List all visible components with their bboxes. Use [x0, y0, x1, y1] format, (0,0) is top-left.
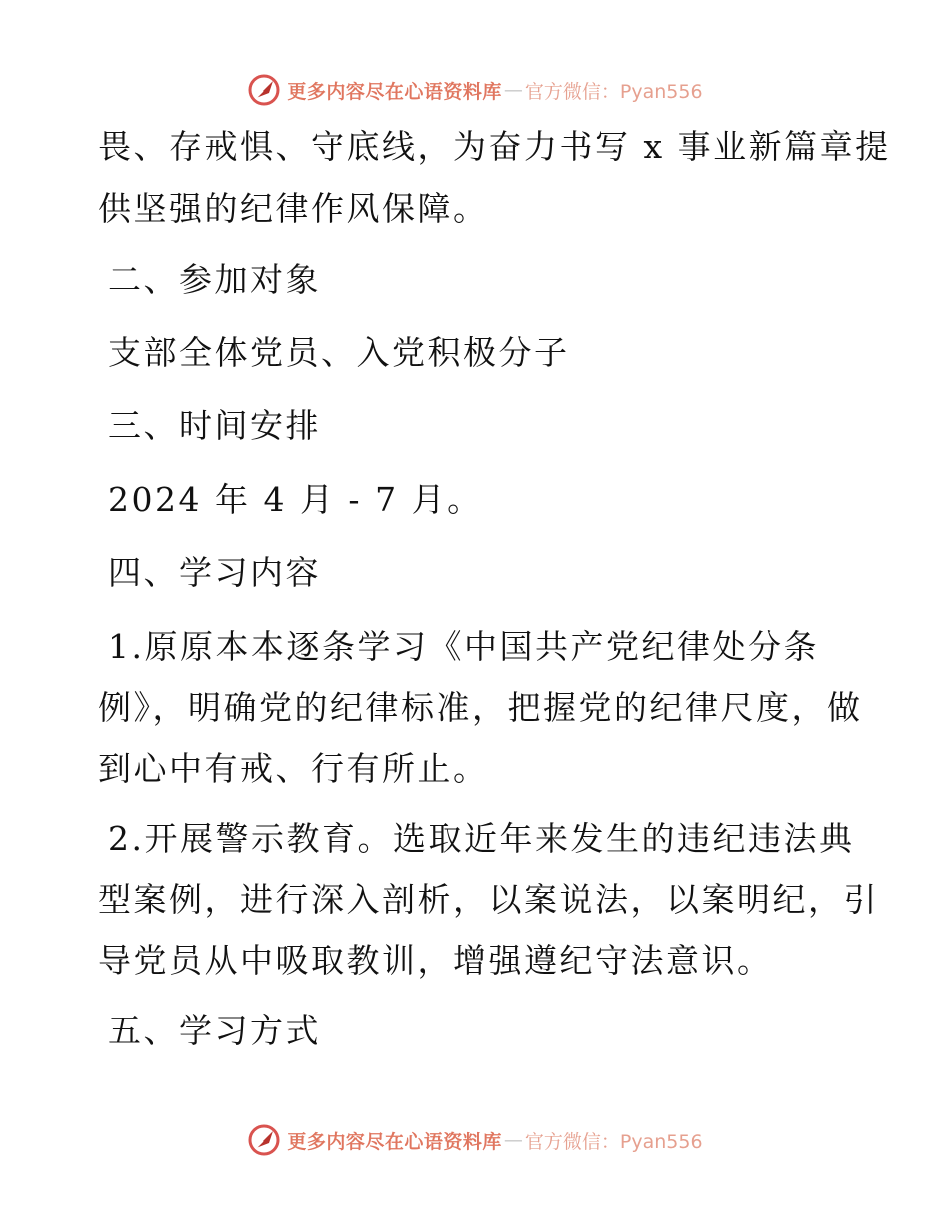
body-line: 2.开展警示教育。选取近年来发生的违纪违法典 — [108, 819, 855, 858]
body-line: 例》，明确党的纪律标准，把握党的纪律尺度，做 — [98, 688, 863, 727]
body-line: 到心中有戒、行有所止。 — [98, 749, 489, 788]
body-line: 2024 年 4 月 - 7 月。 — [108, 480, 483, 519]
watermark-contact-text: 官方微信：Pyan556 — [524, 80, 703, 103]
body-line: 供坚强的纪律作风保障。 — [98, 189, 489, 228]
section-heading: 二、参加对象 — [108, 260, 321, 299]
footer-watermark — [0, 1120, 950, 1160]
body-line: 畏、存戒惧、守底线，为奋力书写 x 事业新篇章提 — [98, 127, 891, 166]
quill-logo-icon — [247, 73, 281, 107]
header-watermark — [0, 70, 950, 110]
watermark-separator: — — [503, 1129, 523, 1151]
body-line: 支部全体党员、入党积极分子 — [108, 333, 570, 372]
section-heading: 五、学习方式 — [108, 1011, 321, 1050]
body-line: 1.原原本本逐条学习《中国共产党纪律处分条 — [108, 627, 819, 666]
watermark-contact-text: 官方微信：Pyan556 — [524, 1130, 703, 1153]
body-line: 导党员从中吸取教训，增强遵纪守法意识。 — [98, 941, 773, 980]
quill-logo-icon — [247, 1123, 281, 1157]
watermark-main-text: 更多内容尽在心语资料库 — [287, 1130, 502, 1153]
watermark-separator: — — [503, 79, 523, 101]
section-heading: 三、时间安排 — [108, 406, 321, 445]
watermark-main-text: 更多内容尽在心语资料库 — [287, 80, 502, 103]
body-line: 型案例，进行深入剖析，以案说法，以案明纪，引 — [98, 880, 879, 919]
section-heading: 四、学习内容 — [108, 553, 321, 592]
